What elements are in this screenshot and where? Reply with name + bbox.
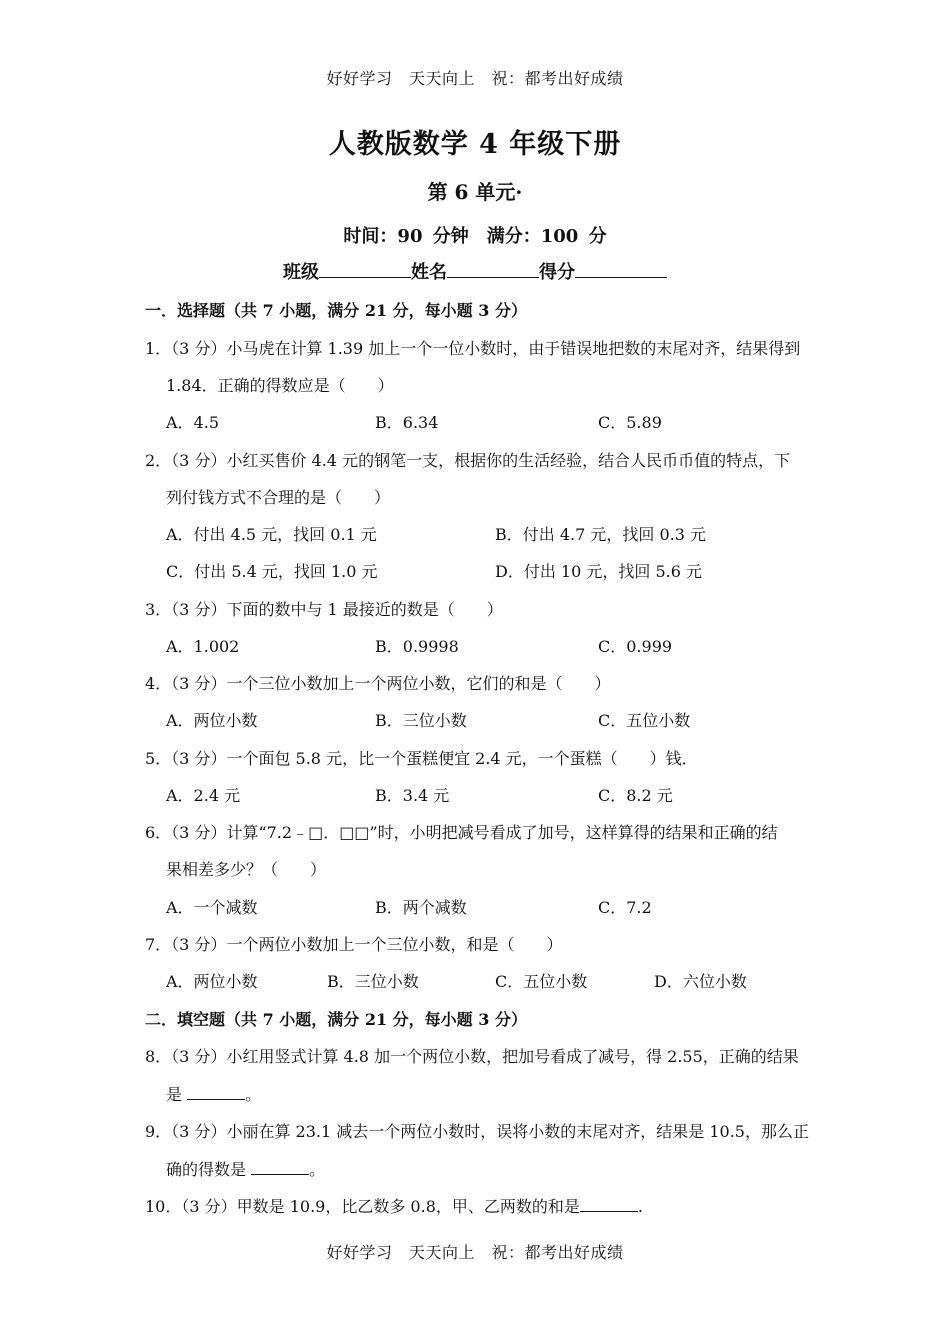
q2-option-d: D．付出 10 元，找回 5.6 元: [495, 562, 702, 581]
q4-option-a: A．两位小数: [166, 711, 258, 730]
q9-suffix: 。: [309, 1160, 326, 1179]
q8-prefix: 是: [166, 1085, 188, 1104]
section-heading-fill: 二．填空题（共 7 小题，满分 21 分，每小题 3 分）: [145, 1010, 527, 1029]
section-heading-choice: 一．选择题（共 7 小题，满分 21 分，每小题 3 分）: [145, 301, 527, 320]
q6-option-c: C．7.2: [598, 898, 652, 917]
q8-suffix: 。: [245, 1085, 262, 1104]
score-blank[interactable]: [575, 259, 667, 278]
question-9-line-1: 9．（3 分）小丽在算 23.1 减去一个两位小数时，误将小数的末尾对齐，结果是 10.5，那么正: [145, 1122, 809, 1141]
question-3-line-1: 3．（3 分）下面的数中与 1 最接近的数是（ ）: [145, 600, 503, 619]
q8-answer-blank[interactable]: [187, 1085, 245, 1100]
name-blank[interactable]: [447, 259, 539, 278]
exam-meta: 时间：90 分钟 满分：100 分: [343, 226, 607, 247]
question-2-line-1: 2．（3 分）小红买售价 4.4 元的钢笔一支，根据你的生活经验，结合人民币币值的特点，下: [145, 451, 791, 470]
q7-option-d: D．六位小数: [654, 972, 747, 991]
question-4-line-1: 4．（3 分）一个三位小数加上一个两位小数，它们的和是（ ）: [145, 674, 611, 693]
q9-answer-blank[interactable]: [251, 1160, 309, 1175]
name-label: 姓名: [411, 262, 447, 283]
question-5-line-1: 5．（3 分）一个面包 5.8 元，比一个蛋糕便宜 2.4 元，一个蛋糕（ ）钱．: [145, 749, 698, 768]
question-6-line-2: 果相差多少？（ ）: [166, 860, 327, 879]
q3-option-c: C．0.999: [598, 637, 673, 656]
q1-option-c: C．5.89: [598, 413, 662, 432]
q7-option-a: A．两位小数: [166, 972, 258, 991]
question-1-line-2: 1.84．正确的得数应是（ ）: [166, 376, 394, 395]
question-9-line-2: [166, 1157, 325, 1180]
q6-option-b: B．两个减数: [375, 898, 467, 917]
q9-prefix: 确的得数是: [166, 1160, 252, 1179]
q5-option-b: B．3.4 元: [375, 786, 450, 805]
q2-option-b: B．付出 4.7 元，找回 0.3 元: [495, 525, 706, 544]
unit-subtitle: 第 6 单元·: [427, 180, 523, 204]
q2-option-c: C．付出 5.4 元，找回 1.0 元: [166, 562, 378, 581]
q3-option-b: B．0.9998: [375, 637, 459, 656]
q5-option-c: C．8.2 元: [598, 786, 673, 805]
q6-option-a: A．一个减数: [166, 898, 258, 917]
page-title: 人教版数学 4 年级下册: [328, 129, 622, 160]
q3-option-a: A．1.002: [166, 637, 240, 656]
q1-option-a: A．4.5: [166, 413, 220, 432]
q7-option-b: B．三位小数: [327, 972, 419, 991]
q7-option-c: C．五位小数: [495, 972, 588, 991]
student-fields: [0, 258, 950, 284]
class-label: 班级: [283, 262, 319, 283]
page-footer: 好好学习 天天向上 祝：都考出好成绩: [326, 1243, 624, 1262]
q5-option-a: A．2.4 元: [166, 786, 241, 805]
class-blank[interactable]: [319, 259, 411, 278]
question-7-line-1: 7．（3 分）一个两位小数加上一个三位小数，和是（ ）: [145, 935, 563, 954]
q10-prefix: 10．（3 分）甲数是 10.9，比乙数多 0.8，甲、乙两数的和是: [145, 1197, 580, 1216]
page-header: 好好学习 天天向上 祝：都考出好成绩: [326, 69, 624, 88]
q1-option-b: B．6.34: [375, 413, 439, 432]
q4-option-b: B．三位小数: [375, 711, 467, 730]
question-1-line-1: 1．（3 分）小马虎在计算 1.39 加上一个一位小数时，由于错误地把数的末尾对齐，结果得到: [145, 339, 801, 358]
score-label: 得分: [539, 262, 575, 283]
q4-option-c: C．五位小数: [598, 711, 691, 730]
q10-suffix: .: [637, 1197, 643, 1216]
question-6-line-1: 6．（3 分）计算“7.2﹣□．□□”时，小明把减号看成了加号，这样算得的结果和正确的结: [145, 823, 778, 842]
question-8-line-2: [166, 1082, 261, 1105]
q2-option-a: A．付出 4.5 元，找回 0.1 元: [166, 525, 377, 544]
question-2-line-2: 列付钱方式不合理的是（ ）: [166, 488, 391, 507]
question-10-line-1: [145, 1194, 643, 1217]
q10-answer-blank[interactable]: [580, 1197, 638, 1212]
question-8-line-1: 8．（3 分）小红用竖式计算 4.8 加一个两位小数，把加号看成了减号，得 2.55，正确的结果: [145, 1047, 799, 1066]
